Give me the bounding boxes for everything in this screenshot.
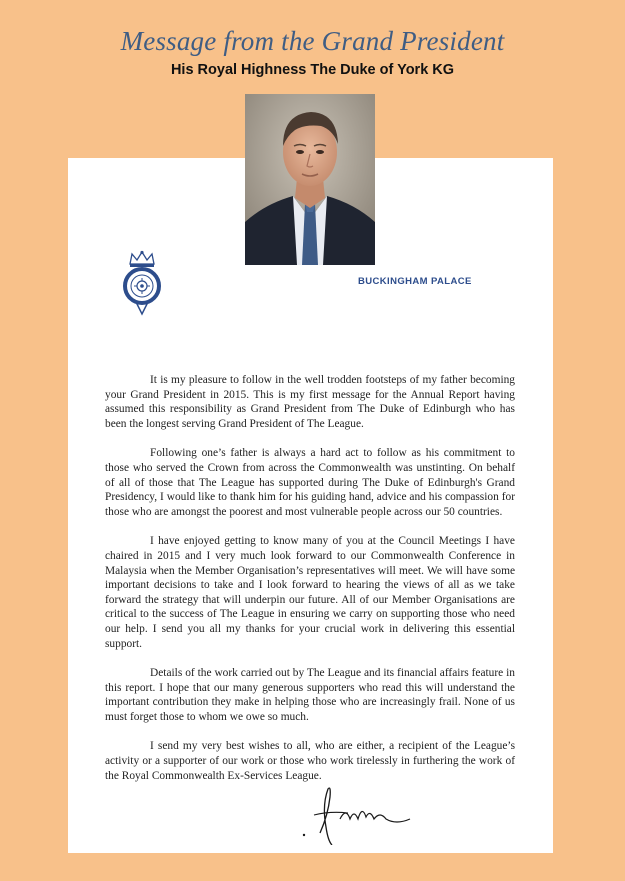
royal-cypher-crest-icon — [118, 250, 166, 321]
portrait-photo — [245, 94, 375, 265]
handwritten-signature — [300, 775, 435, 850]
letter-paragraph-3: I have enjoyed getting to know many of you at the Council Meetings I have chaired in 2015 and I very much look forward to our Commonwealth Conference in Malaysia when the Member Organisation’s representatives will meet. We will have some important decisions to take and I look forward to hearing the views of all as we take forward the strategy that will underpin our future. All of our Member Organisations are critical to the success of The League in ensuring we carry on supporting those who need our help. I send you all my thanks for your crucial work in delivering this essential support. — [105, 535, 515, 650]
letter-body — [105, 373, 515, 798]
letter-paragraph-4: Details of the work carried out by The League and its financial affairs feature in this report. I hope that our many generous supporters who read this will understand the important contribution they make in helping those who are increasingly frail. None of us must forget those to whom we owe so much. — [105, 667, 515, 723]
letter-paragraph-2: Following one’s father is always a hard act to follow as his commitment to those who served the Crown from across the Commonwealth was unstinting. On behalf of all of those that The League has supported during The Duke of Edinburgh's Grand Presidency, I would like to thank him for his guiding hand, advice and his compassion for those who are amongst the poorest and most vulnerable people across our 50 countries. — [105, 447, 515, 518]
letterhead-address: BUCKINGHAM PALACE — [358, 276, 472, 287]
letter-paragraph-5: I send my very best wishes to all, who are either, a recipient of the League’s activity or a supporter of our work or those who work tirelessly in furthering the work of the Royal Commonwealth Ex-Services League. — [105, 740, 515, 782]
letter-paragraph-1: It is my pleasure to follow in the well trodden footsteps of my father becoming your Grand President in 2015. This is my first message for the Annual Report having assumed this responsibility as Grand President from The Duke of Edinburgh who has been the longest serving Grand President of The League. — [105, 374, 515, 430]
page-title: Message from the Grand President — [120, 26, 505, 56]
portrait-illustration — [245, 94, 375, 265]
page-subtitle: His Royal Highness The Duke of York KG — [170, 62, 455, 78]
